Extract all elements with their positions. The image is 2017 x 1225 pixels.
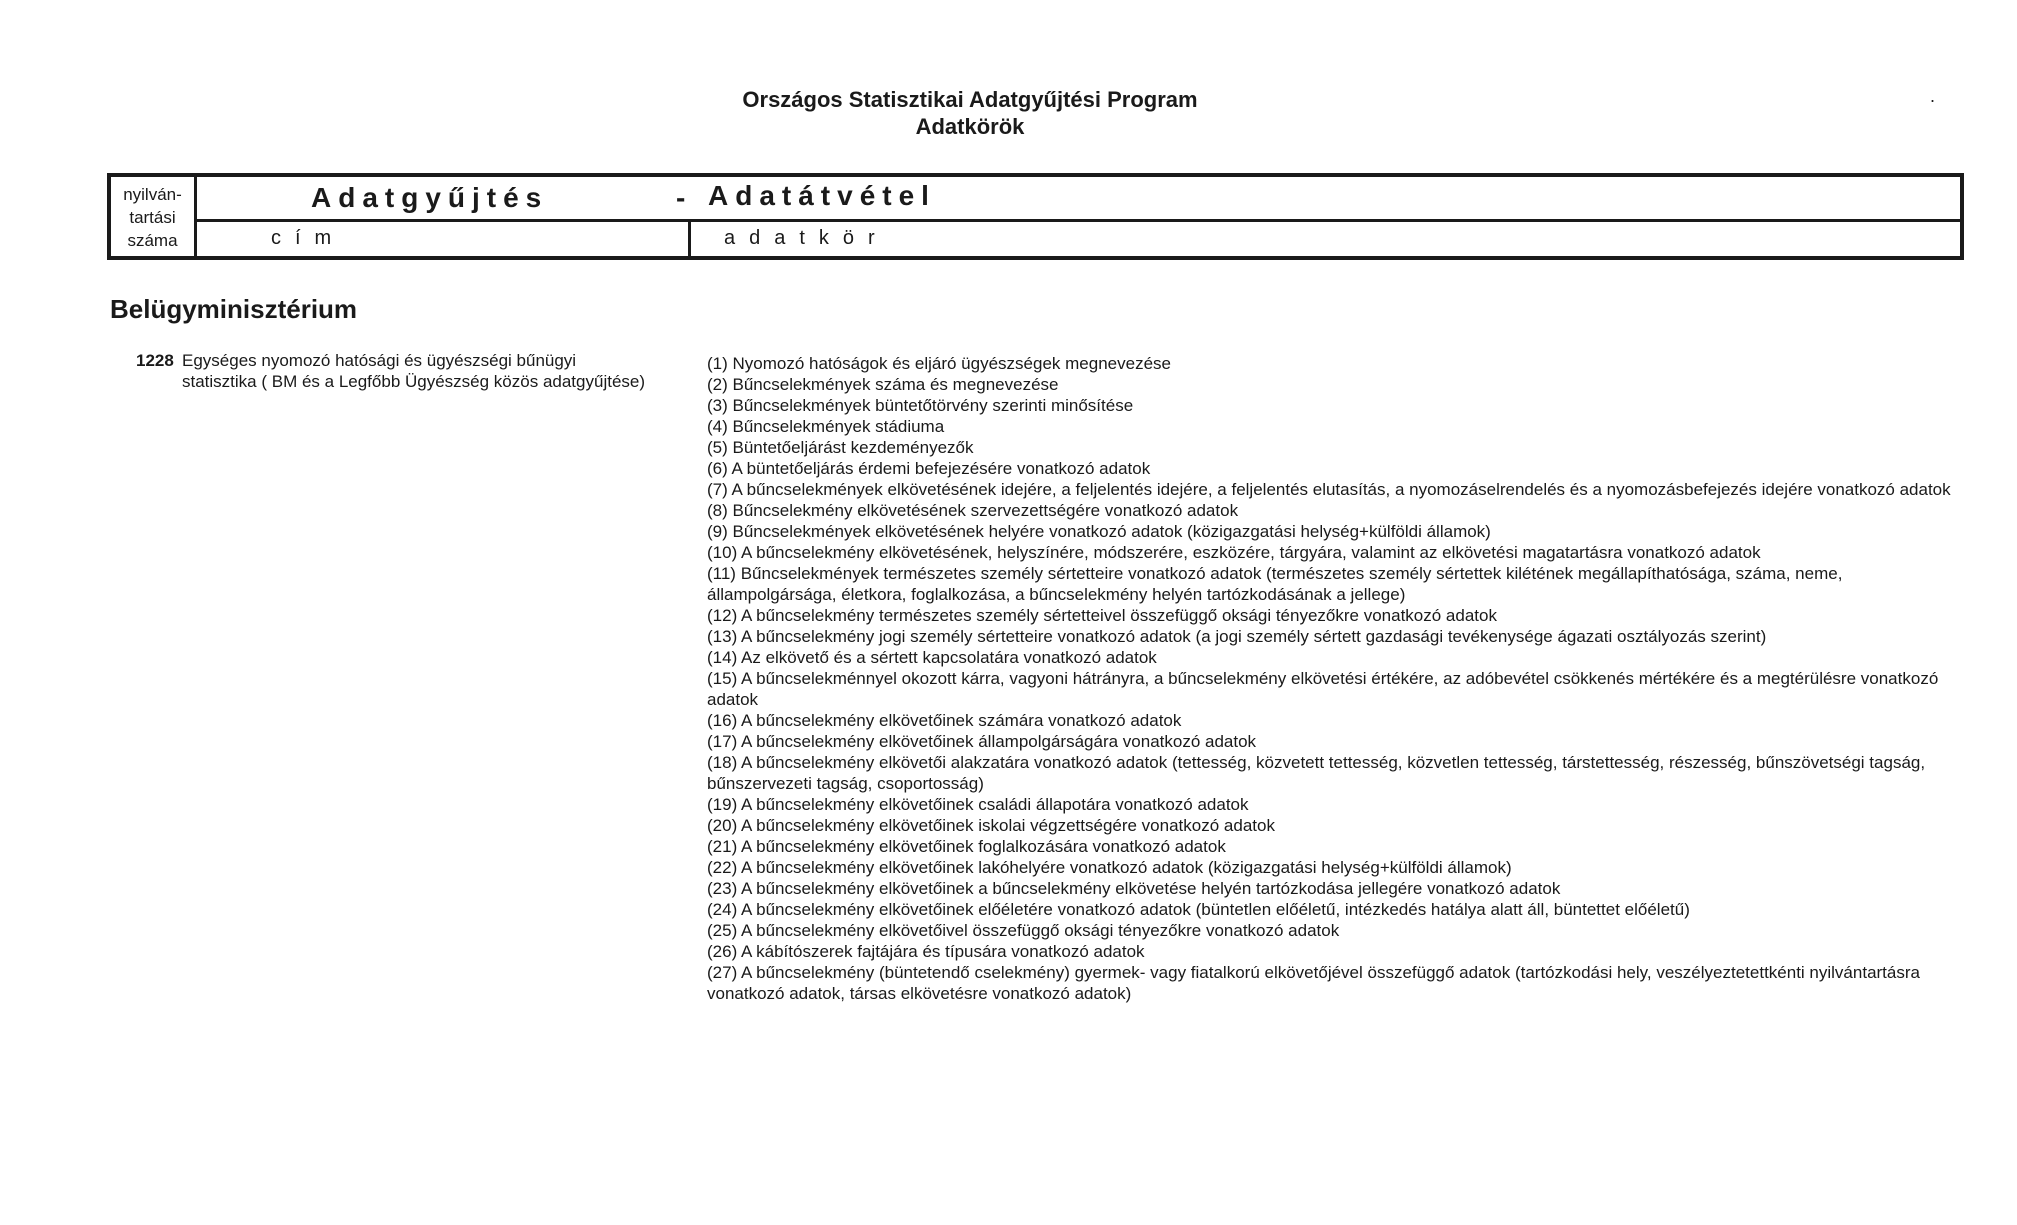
data-scope-item: (19) A bűncselekmény elkövetőinek családi állapotára vonatkozó adatok bbox=[707, 795, 1249, 814]
data-scope-item: (6) A büntetőeljárás érdemi befejezésére vonatkozó adatok bbox=[707, 459, 1151, 478]
data-scope-item: (16) A bűncselekmény elkövetőinek számára vonatkozó adatok bbox=[707, 711, 1182, 730]
data-scope-item: (17) A bűncselekmény elkövetőinek állampolgárságára vonatkozó adatok bbox=[707, 732, 1257, 751]
data-scope-item: (26) A kábítószerek fajtájára és típusára vonatkozó adatok bbox=[707, 942, 1145, 961]
registry-number-label-line-3: száma bbox=[127, 231, 178, 250]
header-divider-horizontal bbox=[197, 219, 1960, 222]
page-title bbox=[0, 86, 1940, 140]
data-scope-item: (10) A bűncselekmény elkövetésének, helyszínére, módszerére, eszközére, tárgyára, valamint az elkövetési magatartásra vonatkozó adatok bbox=[707, 543, 1761, 562]
data-scope-item: (25) A bűncselekmény elkövetőivel összefüggő oksági tényezőkre vonatkozó adatok bbox=[707, 921, 1340, 940]
data-scope-item: (8) Bűncselekmény elkövetésének szervezettségére vonatkozó adatok bbox=[707, 501, 1239, 520]
registry-number-label-line-2: tartási bbox=[129, 208, 176, 227]
data-scope-item: (2) Bűncselekmények száma és megnevezése bbox=[707, 375, 1059, 394]
data-scope-item: (3) Bűncselekmények büntetőtörvény szerinti minősítése bbox=[707, 396, 1134, 415]
data-scope-item: (9) Bűncselekmények elkövetésének helyére vonatkozó adatok (közigazgatási helység+külföldi államok) bbox=[707, 522, 1491, 541]
data-scope-item: (15) A bűncselekménnyel okozott kárra, vagyoni hátrányra, a bűncselekmény elkövetési értékére, az adóbevétel csökkenés mértékére és a megtérülésre vonatkozó adatok bbox=[707, 669, 1939, 709]
data-scope-item: (1) Nyomozó hatóságok és eljáró ügyészségek megnevezése bbox=[707, 354, 1171, 373]
data-scope-list bbox=[707, 353, 1962, 1004]
ministry-heading: Belügyminisztérium bbox=[110, 294, 358, 324]
data-scope-item: (13) A bűncselekmény jogi személy sértetteire vonatkozó adatok (a jogi személy sértett gazdasági tevékenysége ágazati osztályozás szerint) bbox=[707, 627, 1767, 646]
header-divider-vertical bbox=[688, 221, 691, 256]
document-subtitle: Adatkörök bbox=[915, 114, 1025, 139]
scope-column-header: adatkör bbox=[724, 227, 889, 249]
header-separator: - bbox=[676, 182, 686, 213]
registry-number-label-line-1: nyilván- bbox=[123, 185, 182, 204]
corner-mark: . bbox=[1930, 86, 1936, 106]
data-scope-item: (27) A bűncselekmény (büntetendő cselekmény) gyermek- vagy fiatalkorú elkövetőjével összefüggő adatok (tartózkodási hely, veszélyeztetettkénti nyilvántartásra vonatkozó adatok, társas elkövetésre vonatkozó adatok) bbox=[707, 963, 1920, 1003]
data-scope-item: (21) A bűncselekmény elkövetőinek foglalkozására vonatkozó adatok bbox=[707, 837, 1226, 856]
data-scope-item: (4) Bűncselekmények stádiuma bbox=[707, 417, 945, 436]
data-scope-item: (7) A bűncselekmények elkövetésének idejére, a feljelentés idejére, a feljelentés elutasítás, a nyomozáselrendelés és a nyomozásbefejezés idejére vonatkozó adatok bbox=[707, 480, 1951, 499]
data-scope-item: (18) A bűncselekmény elkövetői alakzatára vonatkozó adatok (tettesség, közvetett tettesség, közvetlen tettesség, társtettesség, részesség, bűnszövetségi tagság, bűnszervezeti tagság, csoportosság) bbox=[707, 753, 1926, 793]
document-title: Országos Statisztikai Adatgyűjtési Program bbox=[742, 87, 1198, 112]
entry-registry-number: 1228 bbox=[136, 351, 174, 370]
entry-title: Egységes nyomozó hatósági és ügyészségi bűnügyi statisztika ( BM és a Legfőbb Ügyészség közös adatgyűjtése) bbox=[182, 351, 646, 391]
data-scope-item: (11) Bűncselekmények természetes személy sértetteire vonatkozó adatok (természetes személy sértettek kilétének megállapíthatósága, száma, neme, állampolgársága, életkora, foglalkozása, a bűncselekmény helyén tartózkodásának a jellege) bbox=[707, 564, 1843, 604]
data-scope-item: (14) Az elkövető és a sértett kapcsolatára vonatkozó adatok bbox=[707, 648, 1157, 667]
data-scope-item: (24) A bűncselekmény elkövetőinek előéletére vonatkozó adatok (büntetlen előéletű, intézkedés hatálya alatt áll, büntettet előéletű) bbox=[707, 900, 1690, 919]
collection-header: Adatgyűjtés bbox=[311, 182, 549, 213]
data-scope-item: (20) A bűncselekmény elkövetőinek iskolai végzettségére vonatkozó adatok bbox=[707, 816, 1275, 835]
data-scope-item: (22) A bűncselekmény elkövetőinek lakóhelyére vonatkozó adatok (közigazgatási helység+külföldi államok) bbox=[707, 858, 1512, 877]
data-scope-item: (12) A bűncselekmény természetes személy sértetteivel összefüggő oksági tényezőkre vonatkozó adatok bbox=[707, 606, 1497, 625]
registry-number-header bbox=[111, 177, 197, 256]
transfer-header: Adatátvétel bbox=[708, 180, 936, 211]
title-column-header: cím bbox=[271, 227, 346, 249]
data-scope-item: (5) Büntetőeljárást kezdeményezők bbox=[707, 438, 974, 457]
data-scope-item: (23) A bűncselekmény elkövetőinek a bűncselekmény elkövetése helyén tartózkodása jellegére vonatkozó adatok bbox=[707, 879, 1561, 898]
column-header-box bbox=[107, 173, 1964, 260]
